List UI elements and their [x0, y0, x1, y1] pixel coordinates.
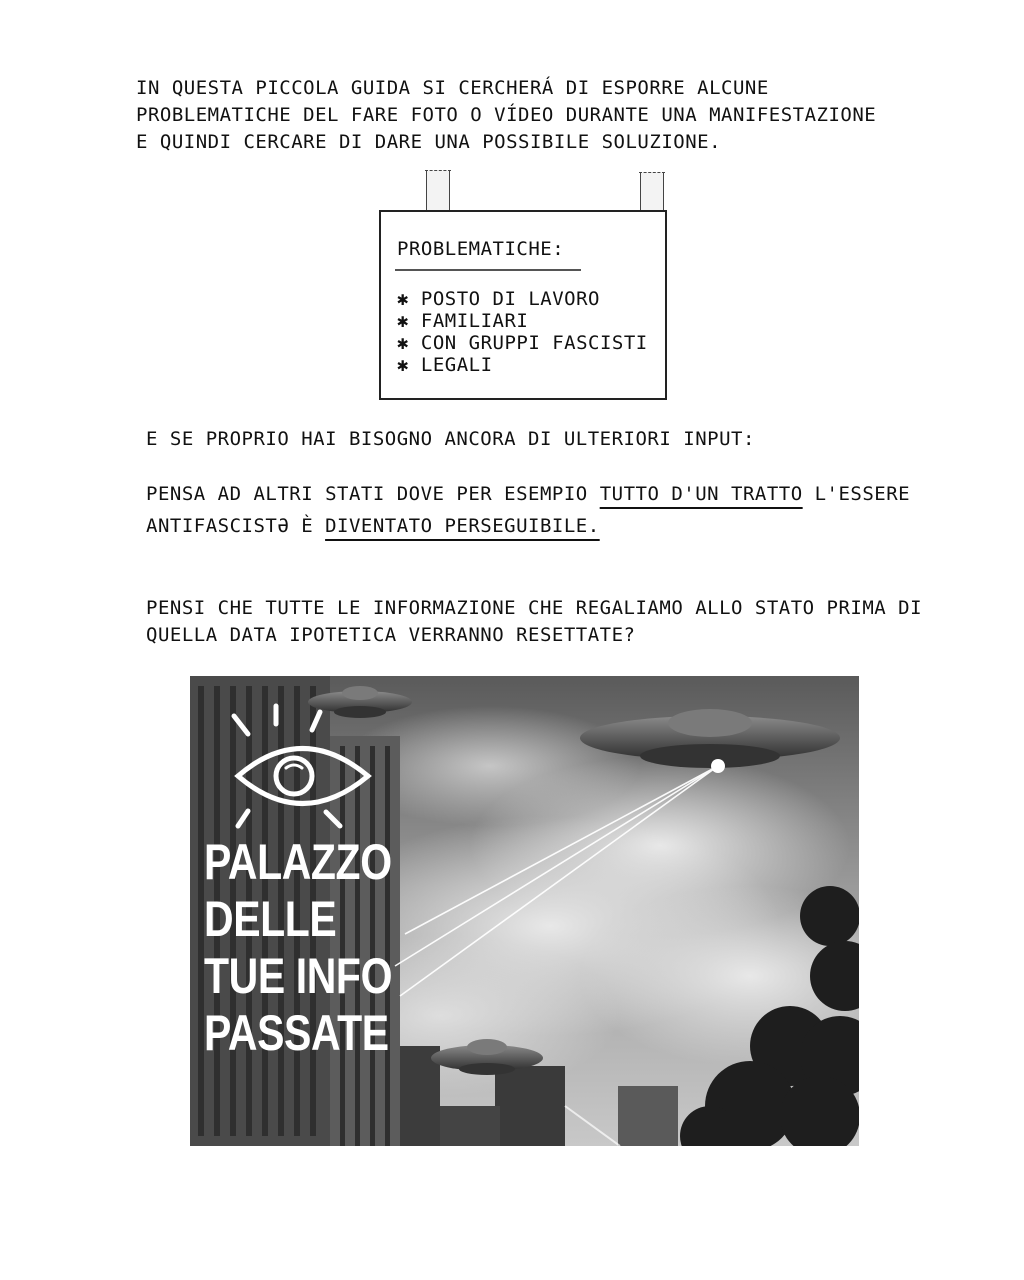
- poster-title: [204, 834, 433, 1062]
- pensa-text: ANTIFASCISTƏ È: [146, 515, 326, 537]
- list-item: ✱ POSTO DI LAVORO: [397, 288, 600, 310]
- pensi-paragraph: [146, 595, 923, 649]
- pensa-row-1: [146, 478, 911, 510]
- list-item: ✱ CON GRUPPI FASCISTI: [397, 332, 648, 354]
- pensa-text: PENSA AD ALTRI STATI DOVE PER ESEMPIO: [146, 483, 600, 505]
- problems-list: [397, 288, 648, 376]
- pensa-text: L'ESSERE: [802, 483, 911, 505]
- intro-line: PROBLEMATICHE DEL FARE FOTO O VÍDEO DURANTE UNA MANIFESTAZIONE: [136, 104, 877, 126]
- list-item: ✱ FAMILIARI: [397, 310, 529, 332]
- list-item: ✱ LEGALI: [397, 354, 493, 376]
- poster-title-line: PASSATE: [204, 1005, 389, 1061]
- poster-title-line: TUE INFO: [204, 948, 393, 1004]
- underlined-phrase: TUTTO D'UN TRATTO: [599, 483, 803, 505]
- poster-title-line: DELLE: [204, 891, 337, 947]
- input-line: E SE PROPRIO HAI BISOGNO ANCORA DI ULTERIORI INPUT:: [146, 428, 755, 450]
- pensi-line: PENSI CHE TUTTE LE INFORMAZIONE CHE REGALIAMO ALLO STATO PRIMA DI: [146, 597, 923, 619]
- intro-line: IN QUESTA PICCOLA GUIDA SI CERCHERÁ DI ESPORRE ALCUNE: [136, 77, 769, 99]
- poster-title-line: PALAZZO: [204, 834, 392, 890]
- ufo-poster-image: [190, 676, 859, 1146]
- pensa-paragraph: [146, 478, 911, 542]
- sign-title-underline: [395, 269, 581, 271]
- problems-sign: [379, 210, 667, 400]
- underlined-phrase: DIVENTATO PERSEGUIBILE.: [325, 515, 600, 537]
- intro-paragraph: [136, 75, 896, 156]
- pensi-line: QUELLA DATA IPOTETICA VERRANNO RESETTATE?: [146, 624, 636, 646]
- intro-line: E QUINDI CERCARE DI DARE UNA POSSIBILE SOLUZIONE.: [136, 131, 722, 153]
- sign-title: PROBLEMATICHE:: [397, 238, 565, 260]
- pensa-row-2: [146, 510, 906, 542]
